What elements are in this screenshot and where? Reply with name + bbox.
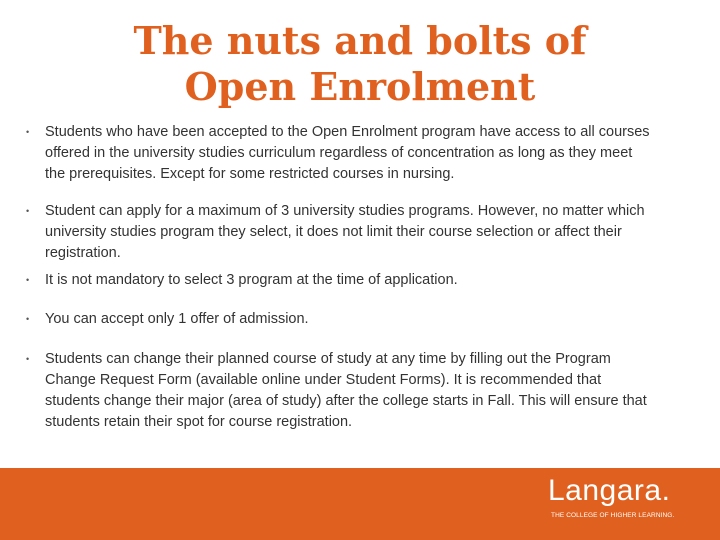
bullet-text: Students who have been accepted to the Open Enrolment program have access to all courses offered in the university studies curriculum regardless of concentration as long as they meet the prerequisites. Except for some restricted courses in nursing. bbox=[45, 124, 650, 182]
bullet-item-open-enrolment-access bbox=[26, 122, 656, 185]
slide-title-line-2: Open Enrolment bbox=[184, 64, 536, 109]
bullet-text: It is not mandatory to select 3 program at the time of application. bbox=[45, 272, 458, 288]
logo-tagline: THE COLLEGE OF HIGHER LEARNING. bbox=[551, 512, 675, 519]
langara-logo: Langara. bbox=[548, 474, 671, 507]
slide-title-line-1: The nuts and bolts of bbox=[133, 18, 587, 63]
bullet-text: Student can apply for a maximum of 3 university studies programs. However, no matter which university studies program they select, it does not limit their course selection or affect their registration. bbox=[45, 203, 645, 261]
bullet-item-one-offer bbox=[26, 309, 656, 330]
bullet-item-change-program bbox=[26, 349, 656, 433]
bullet-item-not-mandatory bbox=[26, 270, 656, 291]
bullet-list bbox=[26, 122, 656, 433]
bullet-dot-icon: • bbox=[26, 275, 30, 285]
slide-title bbox=[0, 18, 720, 110]
bullet-dot-icon: • bbox=[26, 354, 30, 364]
footer-bar bbox=[0, 468, 720, 540]
bullet-text: Students can change their planned course of study at any time by filling out the Program Change Request Form (available online under Student Forms). It is recommended that students change their major (area of study) after the college starts in Fall. This will ensure that students retain their spot for course registration. bbox=[45, 351, 647, 430]
bullet-item-program-maximum bbox=[26, 201, 656, 264]
bullet-dot-icon: • bbox=[26, 206, 30, 216]
bullet-dot-icon: • bbox=[26, 314, 30, 324]
bullet-text: You can accept only 1 offer of admission. bbox=[45, 311, 309, 327]
bullet-dot-icon: • bbox=[26, 127, 30, 137]
